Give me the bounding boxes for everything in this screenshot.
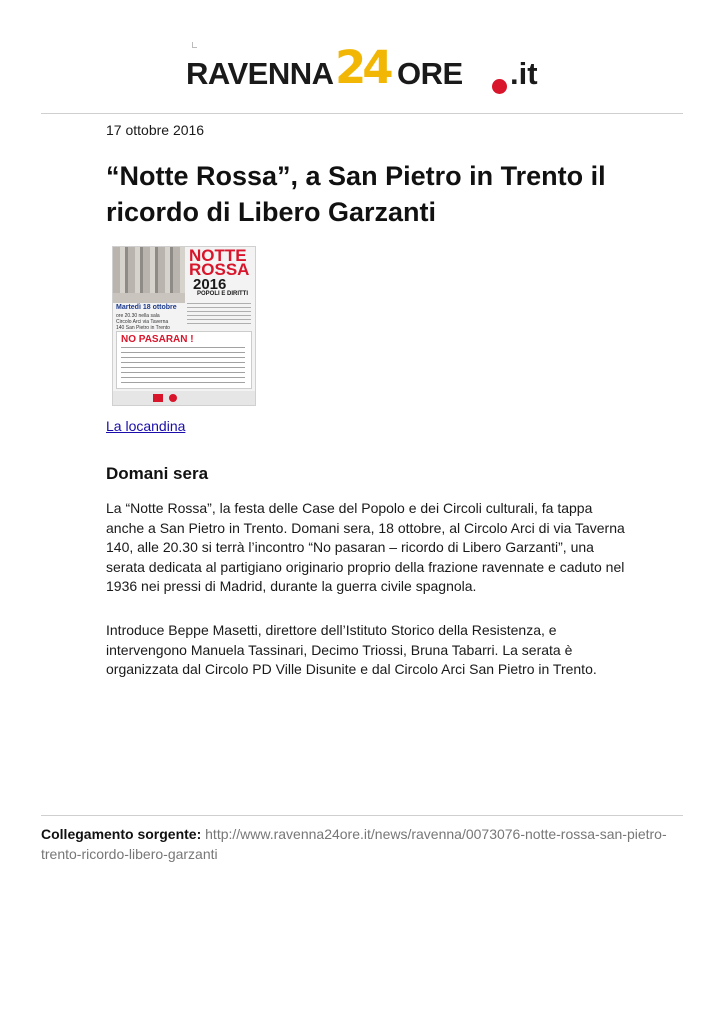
- poster-event-date: Martedì 18 ottobre: [116, 304, 177, 311]
- footer-divider: [41, 815, 683, 816]
- logo-word-ore: ORE: [397, 56, 463, 91]
- logo-corner-mark: [192, 42, 197, 48]
- poster-photo: [113, 247, 185, 293]
- article-date: 17 ottobre 2016: [106, 122, 205, 138]
- logo-tld: .it: [510, 56, 538, 91]
- poster-headline: NO PASARAN !: [121, 334, 194, 345]
- poster-title-notte: NOTTE: [189, 246, 247, 265]
- article-paragraph: Introduce Beppe Masetti, direttore dell’Istituto Storico della Resistenza, e intervengono Manuela Tassinari, Decimo Triossi, Bruna Tabarri. La serata è organizzata dal Circolo PD Ville Disunite e dal Circolo Arci San Pietro in Trento.: [106, 622, 597, 677]
- header-divider: [41, 113, 683, 114]
- logo-red-dot: [492, 79, 507, 94]
- poster-photo-strip: [113, 293, 185, 303]
- poster-sponsor-logo: [153, 394, 163, 402]
- poster-side-text: [187, 303, 251, 325]
- source-label: Collegamento sorgente:: [41, 826, 202, 842]
- logo-word-ravenna: RAVENNA: [186, 56, 334, 91]
- poster-year: 2016: [193, 276, 227, 293]
- poster-title-rossa: ROSSA: [189, 260, 250, 279]
- poster-program-text: [121, 347, 245, 385]
- article-title: “Notte Rossa”, a San Pietro in Trento il ricordo di Libero Garzanti: [106, 161, 606, 227]
- site-logo[interactable]: [186, 41, 546, 102]
- poster-event-details: ore 20.30 nella sala Circolo Arci via Taverna 140 San Pietro in Trento: [116, 313, 170, 331]
- image-caption-link[interactable]: La locandina: [106, 418, 186, 434]
- logo-number-24: 24: [335, 41, 390, 94]
- poster-tagline: POPOLI E DIRITTI: [197, 291, 249, 297]
- poster-sponsor-logo: [169, 394, 177, 402]
- poster-footer: [113, 391, 255, 405]
- section-heading: Domani sera: [106, 464, 209, 483]
- poster-title: [189, 246, 250, 279]
- event-poster-image[interactable]: [112, 246, 256, 406]
- source-link-block: [41, 825, 671, 864]
- source-url-link[interactable]: http://www.ravenna24ore.it/news/ravenna/0073076-notte-rossa-san-pietro-trento-ricordo-libero-garzanti: [41, 826, 667, 862]
- article-paragraph: La “Notte Rossa”, la festa delle Case del Popolo e dei Circoli culturali, fa tappa anche a San Pietro in Trento. Domani sera, 18 ottobre, al Circolo Arci di via Taverna 140, alle 20.30 si terrà l’incontro “No pasaran – ricordo di Libero Garzanti”, una serata dedicata al partigiano originario proprio della frazione ravennate e caduto nel 1936 nei pressi di Madrid, durante la guerra civile spagnola.: [106, 500, 625, 594]
